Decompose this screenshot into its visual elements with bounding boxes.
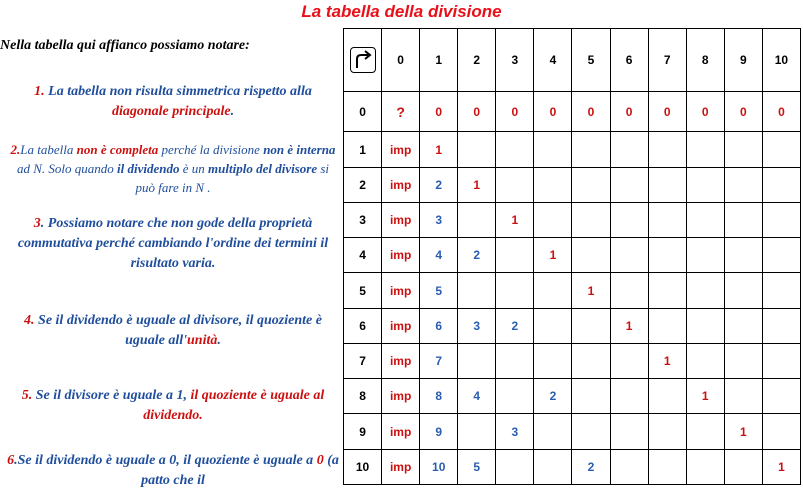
table-cell: 0 <box>686 92 724 132</box>
table-cell <box>610 414 648 449</box>
division-table <box>343 28 801 485</box>
table-cell: imp <box>382 449 420 484</box>
table-cell <box>762 132 800 167</box>
note-segment: Se il dividendo è uguale al divisore, il quoziente è uguale all' <box>34 313 322 348</box>
table-cell: 1 <box>420 132 458 167</box>
table-cell <box>458 343 496 378</box>
table-cell <box>496 343 534 378</box>
table-cell: imp <box>382 414 420 449</box>
column-header: 4 <box>534 29 572 92</box>
table-row <box>344 308 801 343</box>
note-3 <box>6 214 340 274</box>
table-cell: 4 <box>458 379 496 414</box>
table-cell <box>610 167 648 202</box>
table-cell: 1 <box>496 202 534 237</box>
note-segment: . <box>230 104 235 119</box>
column-header: 6 <box>610 29 648 92</box>
table-cell <box>572 414 610 449</box>
note-segment: multiplo del divisore <box>208 161 318 176</box>
table-cell <box>648 167 686 202</box>
table-cell <box>496 238 534 273</box>
column-header: 3 <box>496 29 534 92</box>
note-1 <box>6 82 340 122</box>
table-cell: 2 <box>458 238 496 273</box>
note-segment: . Possiamo notare che non gode della proprietà commutativa perché cambiando l'ordine dei termini il risultato varia. <box>17 216 329 271</box>
table-row <box>344 343 801 378</box>
table-cell <box>648 379 686 414</box>
table-cell <box>648 132 686 167</box>
table-row <box>344 167 801 202</box>
table-cell <box>534 414 572 449</box>
note-segment: non è interna <box>263 142 336 157</box>
table-cell <box>496 379 534 414</box>
table-cell: 0 <box>496 92 534 132</box>
note-number: 2. <box>10 142 21 157</box>
table-cell <box>572 379 610 414</box>
table-cell: 0 <box>458 92 496 132</box>
table-cell <box>648 414 686 449</box>
table-cell: 1 <box>724 414 762 449</box>
table-cell: 1 <box>762 449 800 484</box>
note-number: 1. <box>34 84 45 99</box>
table-cell <box>610 379 648 414</box>
table-cell: imp <box>382 202 420 237</box>
column-header: 1 <box>420 29 458 92</box>
table-cell <box>762 238 800 273</box>
note-segment: 0 <box>316 453 328 468</box>
column-header: 0 <box>382 29 420 92</box>
table-cell <box>648 449 686 484</box>
table-cell: 0 <box>648 92 686 132</box>
table-cell <box>572 167 610 202</box>
table-cell: 0 <box>724 92 762 132</box>
table-cell <box>534 132 572 167</box>
table-cell <box>762 167 800 202</box>
table-cell <box>648 202 686 237</box>
row-header: 2 <box>344 167 382 202</box>
table-cell <box>496 132 534 167</box>
table-cell <box>686 273 724 308</box>
note-6 <box>6 451 340 491</box>
note-number: 3 <box>33 216 41 231</box>
note-4 <box>6 311 340 351</box>
column-header: 9 <box>724 29 762 92</box>
table-cell: ? <box>382 92 420 132</box>
note-segment: .Se il dividendo è uguale a 0, il quoziente è uguale a <box>14 453 317 468</box>
turn-arrow-icon <box>350 47 376 73</box>
row-header: 4 <box>344 238 382 273</box>
table-cell: 2 <box>420 167 458 202</box>
table-cell <box>762 343 800 378</box>
table-cell: 0 <box>572 92 610 132</box>
table-cell <box>572 132 610 167</box>
table-cell <box>724 449 762 484</box>
table-cell: 2 <box>572 449 610 484</box>
table-cell: 10 <box>420 449 458 484</box>
table-cell <box>534 273 572 308</box>
table-cell: imp <box>382 167 420 202</box>
table-cell <box>686 308 724 343</box>
note-segment: è un <box>179 161 209 176</box>
table-cell <box>610 343 648 378</box>
note-number: 4. <box>24 313 35 328</box>
table-cell <box>686 449 724 484</box>
note-segment: ad N. Solo quando <box>16 161 118 176</box>
table-cell <box>534 343 572 378</box>
note-segment: diagonale principale <box>111 104 231 119</box>
table-cell: 0 <box>610 92 648 132</box>
table-row <box>344 273 801 308</box>
note-segment: . <box>217 333 221 348</box>
table-row <box>344 92 801 132</box>
table-cell: 7 <box>420 343 458 378</box>
table-cell <box>762 379 800 414</box>
table-cell <box>534 449 572 484</box>
table-cell <box>572 308 610 343</box>
table-row <box>344 449 801 484</box>
note-number: 5. <box>21 388 33 403</box>
table-row <box>344 132 801 167</box>
note-5 <box>6 386 340 426</box>
row-header: 5 <box>344 273 382 308</box>
table-cell <box>610 273 648 308</box>
table-cell <box>534 202 572 237</box>
row-header: 1 <box>344 132 382 167</box>
table-cell: imp <box>382 343 420 378</box>
column-header: 2 <box>458 29 496 92</box>
table-cell <box>496 273 534 308</box>
table-cell: imp <box>382 132 420 167</box>
table-cell <box>534 167 572 202</box>
note-segment: (a patto che il <box>141 453 339 488</box>
table-cell <box>496 167 534 202</box>
row-header: 3 <box>344 202 382 237</box>
table-cell: 2 <box>534 379 572 414</box>
table-cell: 5 <box>420 273 458 308</box>
table-cell <box>724 238 762 273</box>
note-segment: unità <box>187 333 218 348</box>
table-header-row <box>344 29 801 92</box>
table-cell: 0 <box>762 92 800 132</box>
column-header: 8 <box>686 29 724 92</box>
table-cell: 8 <box>420 379 458 414</box>
table-row <box>344 414 801 449</box>
table-row <box>344 238 801 273</box>
table-cell: 0 <box>420 92 458 132</box>
note-segment: si può fare in N . <box>135 161 330 195</box>
table-cell <box>458 414 496 449</box>
table-cell: 4 <box>420 238 458 273</box>
table-cell: 1 <box>572 273 610 308</box>
corner-cell <box>344 29 382 92</box>
note-segment: il dividendo <box>117 161 180 176</box>
table-cell <box>610 449 648 484</box>
table-cell <box>610 238 648 273</box>
table-cell <box>534 308 572 343</box>
note-segment: non è completa <box>76 142 159 157</box>
table-cell <box>724 202 762 237</box>
table-cell <box>762 202 800 237</box>
table-cell <box>458 273 496 308</box>
row-header: 7 <box>344 343 382 378</box>
table-cell <box>610 132 648 167</box>
table-cell: 6 <box>420 308 458 343</box>
table-cell <box>686 167 724 202</box>
table-cell: 1 <box>610 308 648 343</box>
table-cell <box>686 202 724 237</box>
table-cell: 3 <box>420 202 458 237</box>
note-segment: perché la divisione <box>158 142 264 157</box>
table-cell: 3 <box>496 414 534 449</box>
table-cell <box>648 273 686 308</box>
note-segment: il quoziente è uguale al dividendo. <box>143 388 325 423</box>
note-segment: Se il divisore è uguale a 1, <box>32 388 191 403</box>
intro-text: Nella tabella qui affianco possiamo notare: <box>0 38 250 53</box>
row-header: 8 <box>344 379 382 414</box>
table-cell <box>572 238 610 273</box>
table-row <box>344 379 801 414</box>
column-header: 7 <box>648 29 686 92</box>
table-cell: 3 <box>458 308 496 343</box>
table-cell: 1 <box>648 343 686 378</box>
table-cell: 9 <box>420 414 458 449</box>
table-cell <box>458 202 496 237</box>
row-header: 9 <box>344 414 382 449</box>
table-row <box>344 202 801 237</box>
table-cell: 1 <box>686 379 724 414</box>
column-header: 5 <box>572 29 610 92</box>
table-cell: imp <box>382 308 420 343</box>
table-cell: 0 <box>534 92 572 132</box>
note-segment: La tabella non risulta simmetrica rispetto alla <box>44 84 312 99</box>
table-cell <box>686 343 724 378</box>
table-cell: imp <box>382 379 420 414</box>
page-title: La tabella della divisione <box>301 2 502 21</box>
table-cell <box>458 132 496 167</box>
table-cell: 5 <box>458 449 496 484</box>
table-cell: 2 <box>496 308 534 343</box>
column-header: 10 <box>762 29 800 92</box>
table-cell <box>686 132 724 167</box>
table-cell <box>724 379 762 414</box>
table-cell <box>648 308 686 343</box>
table-cell <box>686 238 724 273</box>
table-cell <box>724 343 762 378</box>
table-cell <box>724 273 762 308</box>
table-cell <box>724 308 762 343</box>
table-cell <box>648 238 686 273</box>
table-cell: 1 <box>458 167 496 202</box>
table-cell <box>496 449 534 484</box>
table-cell <box>686 414 724 449</box>
row-header: 6 <box>344 308 382 343</box>
table-cell <box>724 167 762 202</box>
note-number: 6 <box>7 453 15 468</box>
note-segment: La tabella <box>20 142 77 157</box>
table-cell <box>724 132 762 167</box>
table-cell <box>762 273 800 308</box>
row-header: 10 <box>344 449 382 484</box>
table-cell: 1 <box>534 238 572 273</box>
table-cell <box>762 414 800 449</box>
table-cell <box>572 343 610 378</box>
table-cell: imp <box>382 238 420 273</box>
table-cell: imp <box>382 273 420 308</box>
table-cell <box>762 308 800 343</box>
table-cell <box>610 202 648 237</box>
table-cell <box>572 202 610 237</box>
row-header: 0 <box>344 92 382 132</box>
note-2 <box>6 140 340 197</box>
